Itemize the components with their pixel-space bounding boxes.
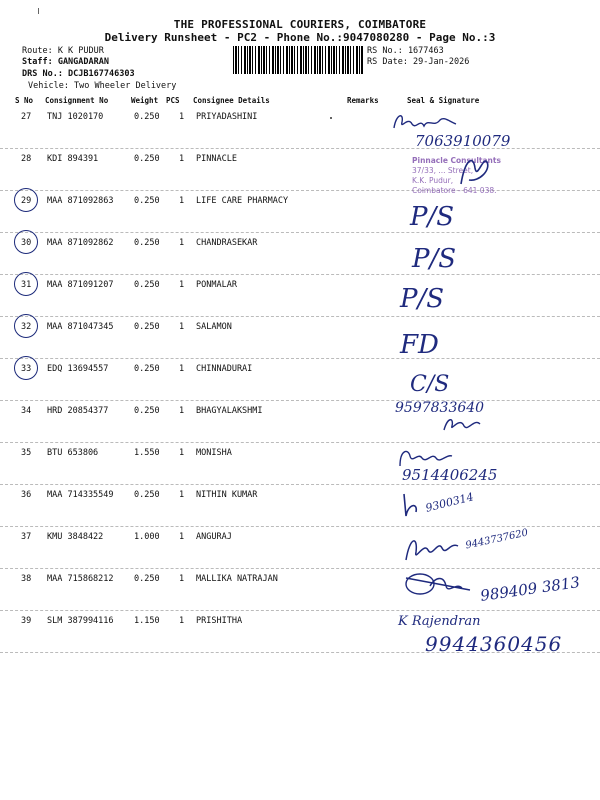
document-title: THE PROFESSIONAL COURIERS, COIMBATORE — [173, 18, 427, 31]
row-sno: 33 — [21, 364, 32, 374]
row-consignee: MONISHA — [196, 448, 232, 458]
stamp-line: 37/33, ... Street, — [412, 166, 474, 175]
table-row — [0, 316, 600, 359]
table-row — [0, 232, 600, 275]
col-weight: Weight — [131, 96, 159, 105]
row-sno: 38 — [21, 574, 32, 584]
handwritten-phone: 9514406245 — [402, 466, 498, 484]
handwritten-remark: FD — [400, 330, 439, 360]
row-consignment: MAA 871091207 — [47, 280, 114, 290]
table-row — [0, 274, 600, 317]
col-pcs: PCS — [166, 96, 180, 105]
staff-label: Staff: GANGADARAN — [22, 57, 109, 67]
row-weight: 1.150 — [134, 616, 160, 626]
row-sno: 39 — [21, 616, 32, 626]
row-sno: 30 — [21, 238, 32, 248]
row-sno: 34 — [21, 406, 32, 416]
row-weight: 0.250 — [134, 322, 160, 332]
row-sno: 29 — [21, 196, 32, 206]
handwritten-phone: 9443737620 — [464, 527, 530, 552]
row-consignment: BTU 653806 — [47, 448, 99, 458]
row-weight: 0.250 — [134, 280, 160, 290]
row-consignee: SALAMON — [196, 322, 232, 332]
row-consignment: MAA 715868212 — [47, 574, 114, 584]
row-sno: 32 — [21, 322, 32, 332]
row-weight: 1.550 — [134, 448, 160, 458]
row-consignee: CHANDRASEKAR — [196, 238, 258, 248]
handwritten-phone: 9597833640 — [395, 400, 485, 416]
row-consignee: MALLIKA NATRAJAN — [196, 574, 278, 584]
document-subtitle: Delivery Runsheet - PC2 - Phone No.:9047080280 - Page No.:3 — [104, 31, 496, 44]
handwritten-phone: 9944360456 — [425, 632, 563, 656]
row-pcs: 1 — [179, 280, 185, 290]
row-pcs: 1 — [179, 112, 185, 122]
row-consignee: ANGURAJ — [196, 532, 232, 542]
handwritten-remark: C/S — [410, 372, 450, 397]
row-consignee: CHINNADURAI — [196, 364, 253, 374]
row-sno: 37 — [21, 532, 32, 542]
rs-number: RS No.: 1677463 — [367, 46, 444, 56]
row-weight: 0.250 — [134, 238, 160, 248]
row-sno: 36 — [21, 490, 32, 500]
row-consignment: KDI 894391 — [47, 154, 99, 164]
stamp-line: K.K. Pudur, — [412, 176, 454, 185]
row-consignee: PONMALAR — [196, 280, 237, 290]
col-remarks: Remarks — [347, 96, 379, 105]
stamp-line: Pinnacle Consultants — [412, 156, 501, 165]
row-pcs: 1 — [179, 616, 185, 626]
row-consignment: MAA 871092863 — [47, 196, 114, 206]
route-label: Route: K K PUDUR — [22, 46, 104, 56]
row-sno: 28 — [21, 154, 32, 164]
corner-mark — [38, 8, 43, 14]
row-pcs: 1 — [179, 196, 185, 206]
row-sno: 35 — [21, 448, 32, 458]
ink-dot — [330, 117, 332, 119]
row-pcs: 1 — [179, 406, 185, 416]
handwritten-phone: 7063910079 — [415, 132, 511, 150]
vehicle-label: Vehicle: Two Wheeler Delivery — [28, 81, 177, 91]
signature-mallika — [400, 570, 480, 600]
stamp-line: Coimbatore - 641 038. — [412, 186, 497, 195]
row-consignment: TNJ 1020170 — [47, 112, 104, 122]
row-consignee: PRISHITHA — [196, 616, 243, 626]
row-weight: 0.250 — [134, 490, 160, 500]
row-weight: 0.250 — [134, 364, 160, 374]
signature-nithin-kumar — [398, 490, 428, 520]
row-pcs: 1 — [179, 490, 185, 500]
handwritten-remark: P/S — [412, 244, 457, 274]
col-consignee: Consignee Details — [193, 96, 270, 105]
signature-pinnacle — [455, 150, 495, 190]
row-consignment: MAA 871092862 — [47, 238, 114, 248]
signature-anguraj — [402, 532, 462, 564]
rs-date: RS Date: 29-Jan-2026 — [367, 57, 470, 67]
row-sno: 31 — [21, 280, 32, 290]
col-seal: Seal & Signature — [407, 96, 480, 105]
row-consignee: BHAGYALAKSHMI — [196, 406, 263, 416]
row-pcs: 1 — [179, 238, 185, 248]
row-weight: 1.000 — [134, 532, 160, 542]
row-consignee: PRIYADASHINI — [196, 112, 258, 122]
row-consignee: NITHIN KUMAR — [196, 490, 258, 500]
row-weight: 0.250 — [134, 112, 160, 122]
row-pcs: 1 — [179, 448, 185, 458]
table-row — [0, 484, 600, 527]
row-pcs: 1 — [179, 322, 185, 332]
row-pcs: 1 — [179, 364, 185, 374]
row-pcs: 1 — [179, 574, 185, 584]
row-consignment: KMU 3848422 — [47, 532, 104, 542]
col-consignment: Consignment No — [45, 96, 109, 105]
row-sno: 27 — [21, 112, 32, 122]
drs-number: DRS No.: DCJB167746303 — [22, 69, 135, 79]
row-consignment: SLM 387994116 — [47, 616, 114, 626]
col-sno: S No — [15, 96, 34, 105]
row-pcs: 1 — [179, 154, 185, 164]
row-consignment: EDQ 13694557 — [47, 364, 109, 374]
row-pcs: 1 — [179, 532, 185, 542]
row-weight: 0.250 — [134, 196, 160, 206]
handwritten-remark: P/S — [410, 202, 455, 232]
handwritten-phone: 9300314 — [424, 490, 475, 515]
row-weight: 0.250 — [134, 574, 160, 584]
row-consignee: PINNACLE — [196, 154, 237, 164]
row-weight: 0.250 — [134, 406, 160, 416]
row-consignment: MAA 714335549 — [47, 490, 114, 500]
handwritten-remark: P/S — [400, 284, 445, 314]
handwritten-name: K Rajendran — [398, 614, 481, 629]
row-consignee: LIFE CARE PHARMACY — [196, 196, 289, 206]
row-consignment: HRD 20854377 — [47, 406, 109, 416]
table-row — [0, 442, 600, 485]
table-row — [0, 400, 600, 443]
signature-bhagyalakshmi — [440, 412, 490, 434]
table-row — [0, 358, 600, 401]
row-weight: 0.250 — [134, 154, 160, 164]
barcode — [233, 46, 363, 74]
handwritten-phone: 989409 3813 — [479, 573, 581, 605]
row-consignment: MAA 871047345 — [47, 322, 114, 332]
